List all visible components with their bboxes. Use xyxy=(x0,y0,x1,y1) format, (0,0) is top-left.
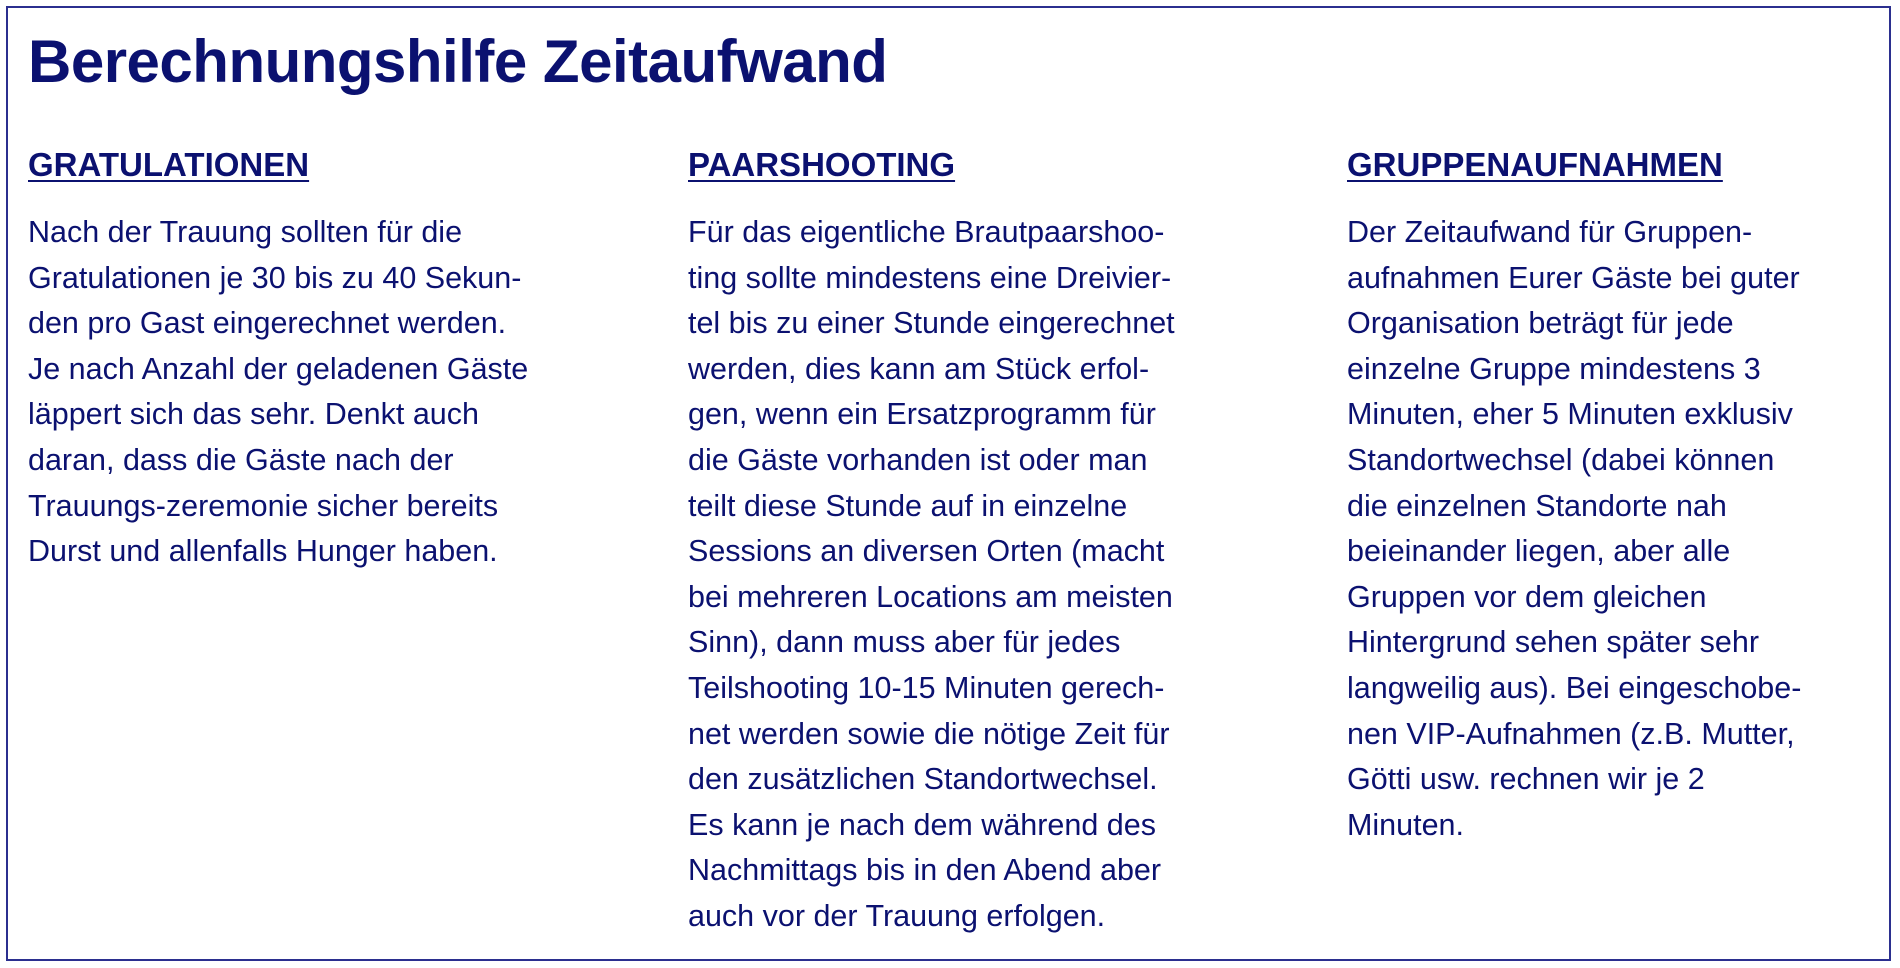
column-heading: PAARSHOOTING xyxy=(688,146,956,183)
text-line: teilt diese Stunde auf in einzelne xyxy=(688,488,1128,523)
text-line: Teilshooting 10-15 Minuten gerech- xyxy=(688,670,1165,705)
text-line: Sinn), dann muss aber für jedes xyxy=(688,625,1121,660)
text-line: die Gäste vorhanden ist oder man xyxy=(688,442,1148,477)
text-line: Trauungs-zeremonie sicher bereits xyxy=(28,488,499,523)
text-line: Für das eigentliche Brautpaarshoo- xyxy=(688,215,1165,249)
text-line: Der Zeitaufwand für Gruppen- xyxy=(1347,215,1753,249)
text-line: Es kann je nach dem während des xyxy=(688,807,1156,842)
page-title: Berechnungshilfe Zeitaufwand xyxy=(28,28,888,95)
text-line: Minuten, eher 5 Minuten exklusiv xyxy=(1347,397,1793,432)
column-gratulationen xyxy=(28,140,628,575)
text-line: Sessions an diversen Orten (macht xyxy=(688,534,1165,569)
text-line: aufnahmen Eurer Gäste bei guter xyxy=(1347,260,1800,295)
column-body xyxy=(688,210,1288,940)
text-line: Gratulationen je 30 bis zu 40 Sekun- xyxy=(28,260,522,295)
text-line: tel bis zu einer Stunde eingerechnet xyxy=(688,306,1175,341)
text-line: Götti usw. rechnen wir je 2 xyxy=(1347,762,1705,797)
text-line: Je nach Anzahl der geladenen Gäste xyxy=(28,351,529,386)
column-heading: GRUPPENAUFNAHMEN xyxy=(1347,146,1723,183)
column-body xyxy=(28,210,628,575)
text-line: Standortwechsel (dabei können xyxy=(1347,442,1775,477)
text-line: Organisation beträgt für jede xyxy=(1347,306,1734,341)
column-gruppenaufnahmen xyxy=(1347,140,1900,848)
text-line: langweilig aus). Bei eingeschobe- xyxy=(1347,670,1802,705)
text-line: den pro Gast eingerechnet werden. xyxy=(28,306,507,341)
text-line: daran, dass die Gäste nach der xyxy=(28,442,454,477)
text-line: auch vor der Trauung erfolgen. xyxy=(688,898,1106,933)
text-line: beieinander liegen, aber alle xyxy=(1347,534,1731,569)
column-heading: GRATULATIONEN xyxy=(28,146,310,183)
text-line: Durst und allenfalls Hunger haben. xyxy=(28,534,498,569)
text-line: bei mehreren Locations am meisten xyxy=(688,579,1173,614)
text-line: Minuten. xyxy=(1347,807,1464,842)
text-line: die einzelnen Standorte nah xyxy=(1347,488,1727,523)
text-line: einzelne Gruppe mindestens 3 xyxy=(1347,351,1761,386)
text-line: Gruppen vor dem gleichen xyxy=(1347,579,1707,614)
column-body xyxy=(1347,210,1900,848)
column-paarshooting xyxy=(688,140,1288,940)
text-line: net werden sowie die nötige Zeit für xyxy=(688,716,1170,751)
text-line: ting sollte mindestens eine Dreivier- xyxy=(688,260,1172,295)
text-line: gen, wenn ein Ersatzprogramm für xyxy=(688,397,1156,432)
text-line: Nachmittags bis in den Abend aber xyxy=(688,853,1162,888)
text-line: nen VIP-Aufnahmen (z.B. Mutter, xyxy=(1347,716,1795,751)
text-line: werden, dies kann am Stück erfol- xyxy=(688,351,1150,386)
text-line: läppert sich das sehr. Denkt auch xyxy=(28,397,479,432)
text-line: den zusätzlichen Standortwechsel. xyxy=(688,762,1158,797)
text-line: Nach der Trauung sollten für die xyxy=(28,215,463,249)
text-line: Hintergrund sehen später sehr xyxy=(1347,625,1759,660)
